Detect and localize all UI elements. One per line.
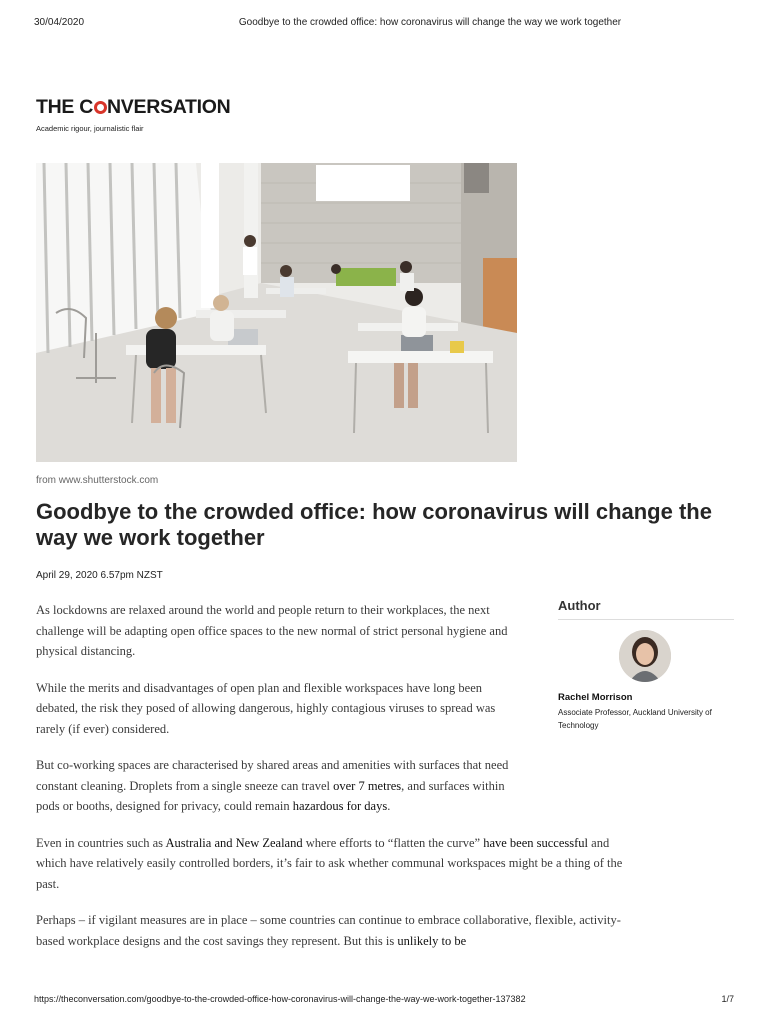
link-unlikely-to-be[interactable]: unlikely to be: [397, 933, 467, 948]
paragraph-1: As lockdowns are relaxed around the world and people return to their workplaces, the next challenge will be adapting open office spaces to the new normal of strict personal hygiene and physical distancing.: [36, 603, 508, 658]
paragraph-4: [36, 833, 626, 895]
office-photo: [36, 163, 517, 462]
link-australia-and-new-zealand[interactable]: Australia and New Zealand: [165, 835, 303, 850]
article-headline: Goodbye to the crowded office: how coronavirus will change the way we work together: [36, 499, 712, 550]
paragraph-3-text-3: .: [387, 799, 391, 813]
print-header: [0, 17, 768, 31]
author-box-heading: Author: [558, 598, 734, 620]
print-url: https://theconversation.com/goodbye-to-the-crowded-office-how-coronavirus-will-change-the-way-we-work-together-137382: [34, 994, 526, 1004]
site-logo[interactable]: [36, 96, 230, 119]
author-avatar[interactable]: [619, 630, 671, 682]
link-have-been-successful[interactable]: have been successful: [483, 835, 589, 850]
paragraph-5-text: Perhaps – if vigilant measures are in place – some countries can continue to embrace collaborative, flexible, activity-based workplace designs and the cost savings they represent. But this is: [36, 913, 621, 948]
author-name[interactable]: Rachel Morrison: [558, 692, 633, 703]
author-role: Associate Professor, Auckland University of Technology: [558, 708, 712, 730]
link-over-7-metres[interactable]: over 7 metres: [333, 778, 402, 793]
paragraph-4-text: Even in countries such as: [36, 835, 166, 850]
print-title: Goodbye to the crowded office: how coronavirus will change the way we work together: [238, 17, 622, 28]
logo-text-start: THE C: [36, 96, 94, 118]
site-tagline: Academic rigour, journalistic flair: [36, 124, 144, 133]
paragraph-2: While the merits and disadvantages of open plan and flexible workspaces have long been debated, the risk they posed of allowing dangerous, highly contagious viruses to spread was rarely (if ever) considered.: [36, 680, 496, 736]
print-date: 30/04/2020: [34, 17, 85, 28]
paragraph-3: [36, 755, 516, 817]
link-hazardous-for-days[interactable]: hazardous for days: [292, 799, 388, 813]
author-box: [558, 598, 734, 732]
paragraph-4-text-2: where efforts to “flatten the curve”: [302, 835, 484, 850]
publication-date: April 29, 2020 6.57pm NZST: [36, 570, 163, 581]
speech-bubble-icon: [94, 101, 107, 114]
logo-text-end: NVERSATION: [107, 96, 231, 118]
image-caption: from www.shutterstock.com: [36, 475, 159, 486]
hero-image: [36, 163, 517, 462]
page-number: 1/7: [721, 994, 734, 1004]
paragraph-3-text: But co-working spaces are characterised by shared areas and amenities with surfaces that need constant cleaning. Droplets from a single sneeze can travel: [36, 758, 509, 793]
paragraph-3-text-2: , and surfaces within pods or booths, designed for privacy, could remain: [36, 778, 505, 813]
paragraph-5: [36, 910, 626, 951]
paragraph-4-text-3: and which have relatively easily controlled borders, it’s fair to ask whether communal workspaces might be a thing of the past.: [36, 835, 623, 891]
author-portrait-icon: [619, 630, 671, 682]
article-body: [36, 600, 626, 967]
